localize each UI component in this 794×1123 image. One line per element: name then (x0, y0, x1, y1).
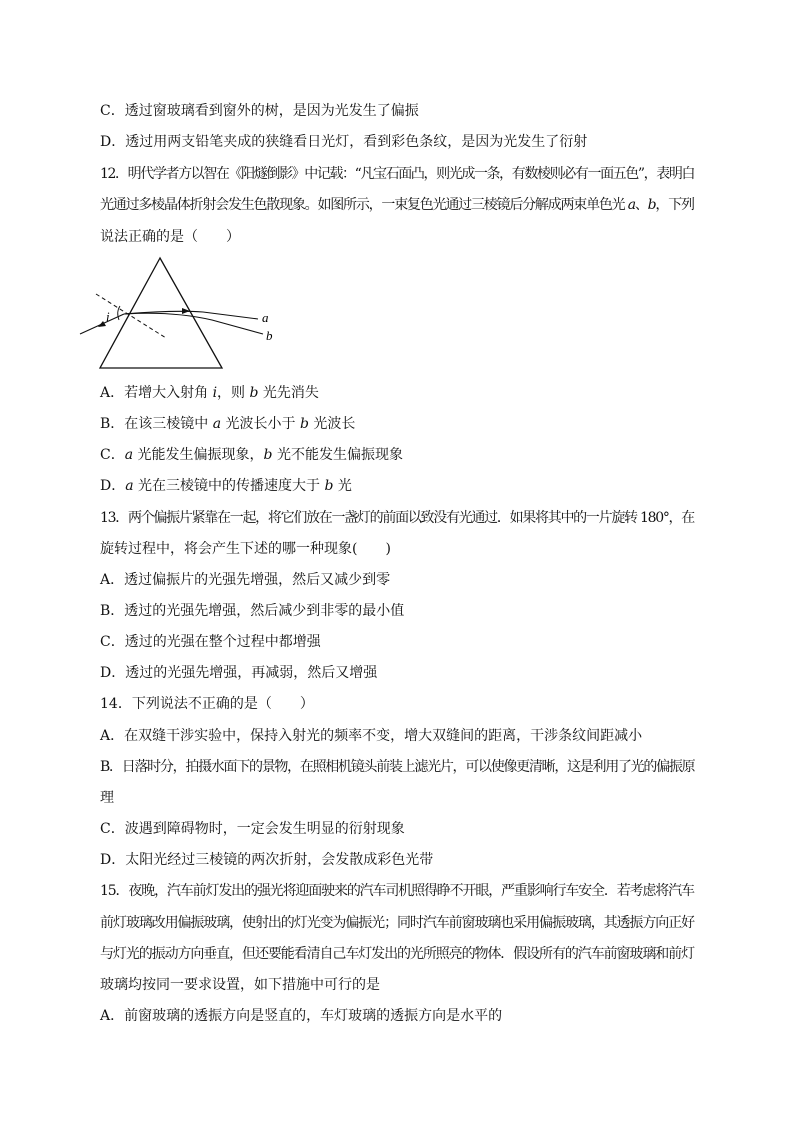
label-a: a (262, 310, 269, 325)
q14-option-a: A．在双缝干涉实验中，保持入射光的频率不变，增大双缝间的距离，干涉条纹间距减小 (100, 728, 643, 744)
q14-option-d: D．太阳光经过三棱镜的两次折射，会发散成彩色光带 (100, 852, 434, 868)
var-a: a (627, 197, 635, 213)
q13-option-c: C．透过的光强在整个过程中都增强 (100, 634, 321, 650)
q12-option-c: C．a 光能发生偏振现象，b 光不能发生偏振现象 (100, 447, 403, 463)
q12-option-a: A．若增大入射角 i，则 b 光先消失 (100, 385, 319, 401)
q12-stem-line-1: 12．明代学者方以智在《阳燧倒影》中记载：“凡宝石面凸，则光成一条，有数棱则必有一面五色”，表明白 (100, 166, 695, 182)
q15-stem-line-1: 15．夜晚，汽车前灯发出的强光将迎面驶来的汽车司机照得睁不开眼，严重影响行车安全．若考虑将汽车 (100, 883, 694, 899)
q13-option-a: A．透过偏振片的光强先增强，然后又减少到零 (100, 572, 391, 588)
q14-option-b-line-2: 理 (100, 790, 114, 806)
q13-stem-line-1: 13．两个偏振片紧靠在一起，将它们放在一盏灯的前面以致没有光通过．如果将其中的一片旋转 180°，在 (100, 510, 694, 526)
q15-stem-line-3: 与灯光的振动方向垂直，但还要能看清自己车灯发出的光所照亮的物体．假设所有的汽车前窗玻璃和前灯 (100, 946, 694, 962)
var-b: b (647, 197, 656, 213)
q14-option-b-line-1: B．日落时分，拍摄水面下的景物，在照相机镜头前装上滤光片，可以使像更清晰，这是利用了光的偏振原 (100, 759, 695, 775)
ray-b (124, 313, 263, 334)
q15-stem-line-4: 玻璃均按同一要求设置，如下措施中可行的是 (100, 977, 380, 993)
label-i: i (106, 309, 110, 324)
q14-option-c: C．波遇到障碍物时，一定会发生明显的衍射现象 (100, 821, 405, 837)
q14-stem: 14．下列说法不正确的是（ ） (100, 696, 314, 712)
q15-option-a: A．前窗玻璃的透振方向是竖直的，车灯玻璃的透振方向是水平的 (100, 1008, 503, 1024)
label-b: b (266, 328, 273, 343)
q12-stem-line-3: 说法正确的是（ ） (100, 229, 240, 245)
q12-option-d: D．a 光在三棱镜中的传播速度大于 b 光 (100, 478, 352, 494)
q13-stem-line-2: 旋转过程中，将会产生下述的哪一种现象( ) (100, 541, 391, 557)
q12-stem-line-2: 光通过多棱晶体折射会发生色散现象。如图所示，一束复色光通过三棱镜后分解成两束单色光 a、b，下列 (100, 197, 694, 213)
prism-figure (78, 256, 288, 374)
q13-option-d: D．透过的光强先增强，再减弱，然后又增强 (100, 665, 378, 681)
angle-arc (118, 306, 120, 320)
q15-stem-line-2: 前灯玻璃改用偏振玻璃，使射出的灯光变为偏振光；同时汽车前窗玻璃也采用偏振玻璃，其透振方向正好 (100, 915, 694, 931)
q11-option-c: C．透过窗玻璃看到窗外的树，是因为光发生了偏振 (100, 103, 419, 119)
q11-option-d: D．透过用两支铅笔夹成的狭缝看日光灯，看到彩色条纹，是因为光发生了衍射 (100, 134, 588, 150)
q12-option-b: B．在该三棱镜中 a 光波长小于 b 光波长 (100, 416, 356, 432)
incident-arrowhead (98, 321, 106, 327)
q13-option-b: B．透过的光强先增强，然后减少到非零的最小值 (100, 603, 405, 619)
